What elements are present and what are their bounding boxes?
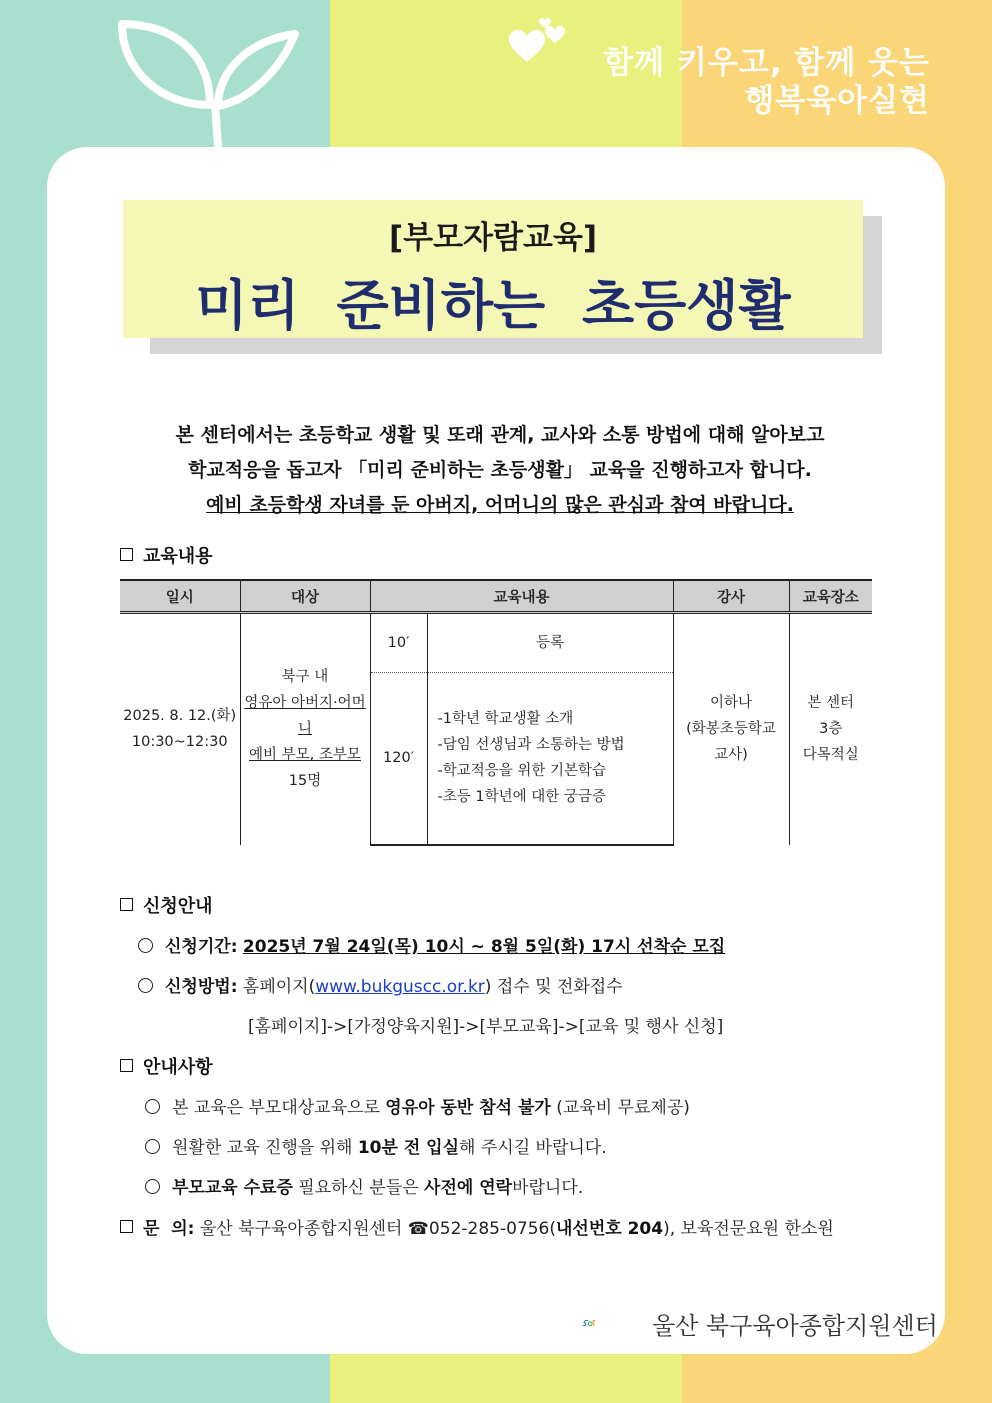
title-box: [123, 200, 863, 338]
slogan: [603, 44, 930, 120]
intro-line1: 본 센터에서는 초등학교 생활 및 또래 관계, 교사와 소통 방법에 대해 알아보고: [175, 424, 825, 446]
page-title: 미리 준비하는 초등생활: [195, 274, 791, 337]
circle-bullet-icon: [145, 1099, 160, 1114]
apply-method-post: ) 접수 및 전화접수: [484, 977, 623, 997]
target-line: 북구 내: [281, 669, 329, 686]
place-cell: [789, 613, 872, 845]
target-cell: [240, 613, 370, 845]
homepage-link[interactable]: www.bukguscc.or.kr: [315, 977, 485, 997]
circle-bullet-icon: [138, 938, 153, 953]
center-logo-icon: [582, 1303, 652, 1343]
circle-bullet-icon: [145, 1179, 160, 1194]
time-text: 10:30~12:30: [131, 734, 228, 751]
content-item: -1학년 학교생활 소개: [437, 711, 574, 728]
section-notice-heading: [120, 1053, 213, 1079]
row2-duration: 120′: [370, 673, 427, 845]
header-place: 교육장소: [789, 580, 872, 613]
section-apply-heading: [120, 892, 213, 918]
checkbox-square-icon: [120, 1220, 133, 1233]
intro-line3: 예비 초등학생 자녀를 둔 아버지, 어머니의 많은 관심과 참여 바랍니다.: [206, 494, 794, 516]
instructor-cell: [673, 613, 789, 845]
inquiry-text: 울산 북구육아종합지원센터 ☎052-285-0756(: [194, 1219, 556, 1239]
notice-text: 필요하신 분들은: [292, 1178, 425, 1198]
date-cell: [120, 613, 240, 845]
section-apply-label: 신청안내: [143, 896, 213, 917]
table-row: [120, 613, 872, 673]
checkbox-square-icon: [120, 548, 133, 561]
checkbox-square-icon: [120, 1059, 133, 1072]
header-content: 교육내용: [370, 580, 673, 613]
content-item: -학교적응을 위한 기본학습: [437, 763, 607, 780]
inquiry-text: ), 보육전문요원 한소원: [663, 1219, 834, 1239]
apply-method-label: 신청방법:: [165, 977, 238, 997]
target-line: 예비 부모, 조부모: [249, 747, 361, 764]
content-item: -담임 선생님과 소통하는 방법: [437, 737, 625, 754]
intro-line2: 학교적응을 돕고자 「미리 준비하는 초등생활」 교육을 진행하고자 합니다.: [188, 459, 812, 481]
notice-text: 해 주시길 바랍니다.: [459, 1138, 607, 1158]
circle-bullet-icon: [145, 1139, 160, 1154]
target-line: 영유아 아버지·어머니: [244, 695, 366, 738]
instructor-line: 교사): [714, 747, 748, 764]
date-text: 2025. 8. 12.(화): [123, 708, 237, 725]
instructor-line: (화봉초등학교: [686, 721, 776, 738]
slogan-line2: 행복육아실현: [744, 83, 930, 119]
education-table: [120, 579, 872, 846]
place-line: 다목적실: [802, 747, 859, 764]
notice-2: [145, 1133, 607, 1158]
place-line: 3층: [819, 721, 843, 738]
section-content-label: 교육내용: [143, 546, 213, 567]
notice-3: [145, 1173, 583, 1198]
notice-bold: 부모교육 수료증: [172, 1178, 293, 1198]
apply-period: [138, 932, 725, 957]
title-subtitle: [부모자람교육]: [388, 220, 597, 256]
row2-content: [427, 673, 673, 845]
notice-bold: 영유아 동반 참석 불가: [385, 1098, 551, 1118]
slogan-line1: 함께 키우고, 함께 웃는: [603, 45, 930, 81]
header-date: 일시: [120, 580, 240, 613]
apply-period-value: 2025년 7월 24일(목) 10시 ~ 8월 5일(화) 17시 선착순 모집: [242, 937, 726, 957]
inquiry: [120, 1214, 834, 1239]
hearts-icon: [505, 18, 575, 68]
section-content-heading: [120, 542, 213, 568]
content-item: -초등 1학년에 대한 궁금증: [437, 789, 606, 806]
apply-period-label: 신청기간:: [165, 937, 238, 957]
notice-bold: 10분 전 입실: [357, 1138, 460, 1158]
apply-method-pre: 홈페이지(: [242, 977, 316, 997]
row1-content: 등록: [427, 613, 673, 673]
header-target: 대상: [240, 580, 370, 613]
notice-1: [145, 1093, 690, 1118]
intro-text: [120, 418, 880, 523]
row1-duration: 10′: [370, 613, 427, 673]
notice-text: 바랍니다.: [512, 1178, 584, 1198]
notice-text: 본 교육은 부모대상교육으로: [172, 1098, 386, 1118]
apply-path: [홈페이지]->[가정양육지원]->[부모교육]->[교육 및 행사 신청]: [248, 1017, 724, 1037]
checkbox-square-icon: [120, 898, 133, 911]
inquiry-label: 문 의:: [143, 1219, 195, 1239]
leaf-icon: [100, 10, 340, 150]
header-instructor: 강사: [673, 580, 789, 613]
table-header-row: [120, 580, 872, 613]
instructor-line: 이하나: [709, 695, 753, 712]
notice-bold: 사전에 연락: [424, 1178, 513, 1198]
target-count: 15명: [288, 773, 322, 790]
circle-bullet-icon: [138, 978, 153, 993]
section-notice-label: 안내사항: [143, 1057, 213, 1078]
center-logo-text: 울산 북구육아종합지원센터: [652, 1312, 938, 1340]
notice-text: 원활한 교육 진행을 위해: [172, 1138, 358, 1158]
notice-text: (교육비 무료제공): [550, 1098, 690, 1118]
inquiry-bold: 내선번호 204: [556, 1219, 664, 1239]
apply-method: [138, 972, 623, 997]
place-line: 본 센터: [807, 695, 855, 712]
